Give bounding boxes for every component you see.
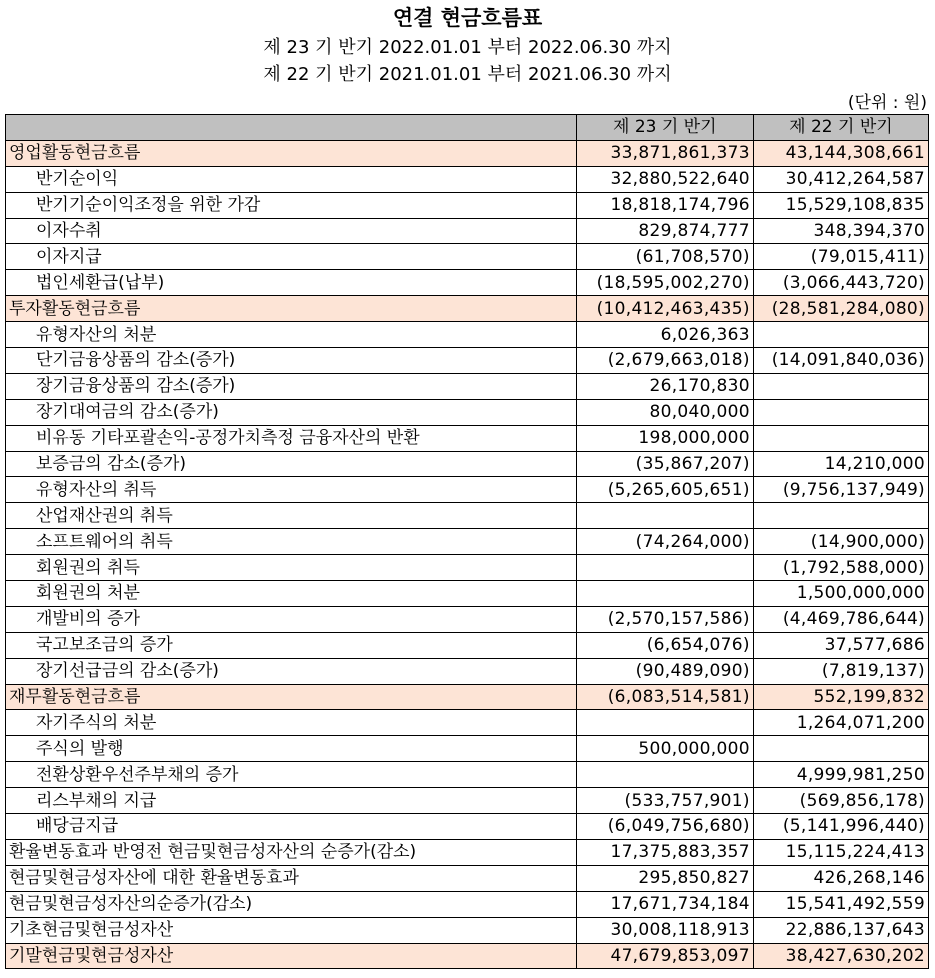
prior-period-value: (5,141,996,440) bbox=[753, 814, 928, 840]
table-row bbox=[6, 451, 929, 477]
row-label: 현금및현금성자산의순증가(감소) bbox=[6, 891, 577, 917]
row-label: 장기대여금의 감소(증가) bbox=[6, 399, 577, 425]
prior-period-value bbox=[753, 425, 928, 451]
header-label bbox=[6, 115, 577, 141]
current-period-value: 30,008,118,913 bbox=[576, 917, 753, 943]
current-period-value: (90,489,090) bbox=[576, 658, 753, 684]
prior-period-value: 37,577,686 bbox=[753, 632, 928, 658]
prior-period-value: 30,412,264,587 bbox=[753, 166, 928, 192]
prior-period-value: 15,529,108,835 bbox=[753, 192, 928, 218]
table-row bbox=[6, 917, 929, 943]
prior-period-value: 38,427,630,202 bbox=[753, 943, 928, 969]
current-period-value: 17,671,734,184 bbox=[576, 891, 753, 917]
current-period-value: 80,040,000 bbox=[576, 399, 753, 425]
current-period-value: (2,679,663,018) bbox=[576, 348, 753, 374]
current-period-value bbox=[576, 555, 753, 581]
table-row bbox=[6, 839, 929, 865]
cash-flow-table bbox=[5, 114, 929, 969]
current-period-value: (10,412,463,435) bbox=[576, 296, 753, 322]
current-period-value: 18,818,174,796 bbox=[576, 192, 753, 218]
table-row bbox=[6, 658, 929, 684]
row-label: 비유동 기타포괄손익-공정가치측정 금융자산의 반환 bbox=[6, 425, 577, 451]
row-label: 유형자산의 처분 bbox=[6, 322, 577, 348]
table-row bbox=[6, 373, 929, 399]
table-row bbox=[6, 762, 929, 788]
current-period-value: 6,026,363 bbox=[576, 322, 753, 348]
section-row bbox=[6, 684, 929, 710]
row-label: 보증금의 감소(증가) bbox=[6, 451, 577, 477]
section-row bbox=[6, 943, 929, 969]
row-label: 이자지급 bbox=[6, 244, 577, 270]
current-period-value: 500,000,000 bbox=[576, 736, 753, 762]
table-row bbox=[6, 425, 929, 451]
prior-period-value: (569,856,178) bbox=[753, 788, 928, 814]
prior-period-value: 22,886,137,643 bbox=[753, 917, 928, 943]
table-row bbox=[6, 865, 929, 891]
table-row bbox=[6, 218, 929, 244]
table-row bbox=[6, 503, 929, 529]
prior-period-value: 1,500,000,000 bbox=[753, 581, 928, 607]
table-row bbox=[6, 581, 929, 607]
current-period-value: 17,375,883,357 bbox=[576, 839, 753, 865]
row-label: 유형자산의 취득 bbox=[6, 477, 577, 503]
current-period-value: (74,264,000) bbox=[576, 529, 753, 555]
prior-period-value: 14,210,000 bbox=[753, 451, 928, 477]
current-period-value: 26,170,830 bbox=[576, 373, 753, 399]
row-label: 전환상환우선주부채의 증가 bbox=[6, 762, 577, 788]
row-label: 영업활동현금흐름 bbox=[6, 140, 577, 166]
row-label: 주식의 발행 bbox=[6, 736, 577, 762]
prior-period-value: 1,264,071,200 bbox=[753, 710, 928, 736]
prior-period-value: (3,066,443,720) bbox=[753, 270, 928, 296]
row-label: 환율변동효과 반영전 현금및현금성자산의 순증가(감소) bbox=[6, 839, 577, 865]
current-period-value: (533,757,901) bbox=[576, 788, 753, 814]
row-label: 재무활동현금흐름 bbox=[6, 684, 577, 710]
current-period-value: 47,679,853,097 bbox=[576, 943, 753, 969]
table-row bbox=[6, 710, 929, 736]
row-label: 장기선급금의 감소(증가) bbox=[6, 658, 577, 684]
row-label: 반기기순이익조정을 위한 가감 bbox=[6, 192, 577, 218]
prior-period-value: (14,900,000) bbox=[753, 529, 928, 555]
current-period-value: 32,880,522,640 bbox=[576, 166, 753, 192]
row-label: 이자수취 bbox=[6, 218, 577, 244]
row-label: 회원권의 취득 bbox=[6, 555, 577, 581]
prior-period-value: 15,115,224,413 bbox=[753, 839, 928, 865]
current-period-value: (2,570,157,586) bbox=[576, 606, 753, 632]
prior-period-value: (7,819,137) bbox=[753, 658, 928, 684]
prior-period-value: (79,015,411) bbox=[753, 244, 928, 270]
row-label: 반기순이익 bbox=[6, 166, 577, 192]
current-period-value: (6,654,076) bbox=[576, 632, 753, 658]
row-label: 국고보조금의 증가 bbox=[6, 632, 577, 658]
table-row bbox=[6, 399, 929, 425]
table-row bbox=[6, 244, 929, 270]
statement-title: 연결 현금흐름표 bbox=[392, 6, 543, 30]
table-row bbox=[6, 891, 929, 917]
prior-period-value: 43,144,308,661 bbox=[753, 140, 928, 166]
section-row bbox=[6, 296, 929, 322]
row-label: 투자활동현금흐름 bbox=[6, 296, 577, 322]
current-period-value: (6,049,756,680) bbox=[576, 814, 753, 840]
prior-period-value: (1,792,588,000) bbox=[753, 555, 928, 581]
row-label: 자기주식의 처분 bbox=[6, 710, 577, 736]
row-label: 회원권의 처분 bbox=[6, 581, 577, 607]
prior-period-value: 4,999,981,250 bbox=[753, 762, 928, 788]
current-period-value: (35,867,207) bbox=[576, 451, 753, 477]
current-period-value: (61,708,570) bbox=[576, 244, 753, 270]
current-period-value: 198,000,000 bbox=[576, 425, 753, 451]
current-period-value: 33,871,861,373 bbox=[576, 140, 753, 166]
prior-period-value: (28,581,284,080) bbox=[753, 296, 928, 322]
current-period-value: 829,874,777 bbox=[576, 218, 753, 244]
table-row bbox=[6, 555, 929, 581]
prior-period-value bbox=[753, 736, 928, 762]
row-label: 장기금융상품의 감소(증가) bbox=[6, 373, 577, 399]
header-prior-period: 제 22 기 반기 bbox=[753, 115, 928, 141]
table-row bbox=[6, 322, 929, 348]
current-period-value bbox=[576, 503, 753, 529]
table-header-row bbox=[6, 115, 929, 141]
row-label: 기초현금및현금성자산 bbox=[6, 917, 577, 943]
table-row bbox=[6, 192, 929, 218]
table-row bbox=[6, 529, 929, 555]
period-prior: 제 22 기 반기 2021.01.01 부터 2021.06.30 까지 bbox=[263, 64, 672, 85]
prior-period-value bbox=[753, 322, 928, 348]
period-current: 제 23 기 반기 2022.01.01 부터 2022.06.30 까지 bbox=[263, 37, 672, 58]
table-row bbox=[6, 166, 929, 192]
row-label: 단기금융상품의 감소(증가) bbox=[6, 348, 577, 374]
prior-period-value: 552,199,832 bbox=[753, 684, 928, 710]
prior-period-value: 426,268,146 bbox=[753, 865, 928, 891]
current-period-value bbox=[576, 581, 753, 607]
row-label: 리스부채의 지급 bbox=[6, 788, 577, 814]
table-row bbox=[6, 632, 929, 658]
prior-period-value bbox=[753, 373, 928, 399]
row-label: 현금및현금성자산에 대한 환율변동효과 bbox=[6, 865, 577, 891]
current-period-value: (18,595,002,270) bbox=[576, 270, 753, 296]
prior-period-value: (4,469,786,644) bbox=[753, 606, 928, 632]
prior-period-value: (9,756,137,949) bbox=[753, 477, 928, 503]
table-row bbox=[6, 814, 929, 840]
row-label: 소프트웨어의 취득 bbox=[6, 529, 577, 555]
current-period-value bbox=[576, 762, 753, 788]
table-row bbox=[6, 788, 929, 814]
current-period-value: (6,083,514,581) bbox=[576, 684, 753, 710]
prior-period-value: (14,091,840,036) bbox=[753, 348, 928, 374]
prior-period-value bbox=[753, 503, 928, 529]
row-label: 산업재산권의 취득 bbox=[6, 503, 577, 529]
row-label: 개발비의 증가 bbox=[6, 606, 577, 632]
prior-period-value: 15,541,492,559 bbox=[753, 891, 928, 917]
current-period-value: 295,850,827 bbox=[576, 865, 753, 891]
row-label: 배당금지급 bbox=[6, 814, 577, 840]
prior-period-value: 348,394,370 bbox=[753, 218, 928, 244]
table-row bbox=[6, 348, 929, 374]
header-current-period: 제 23 기 반기 bbox=[576, 115, 753, 141]
current-period-value: (5,265,605,651) bbox=[576, 477, 753, 503]
current-period-value bbox=[576, 710, 753, 736]
table-row bbox=[6, 606, 929, 632]
prior-period-value bbox=[753, 399, 928, 425]
row-label: 기말현금및현금성자산 bbox=[6, 943, 577, 969]
table-row bbox=[6, 736, 929, 762]
table-row bbox=[6, 477, 929, 503]
table-row bbox=[6, 270, 929, 296]
section-row bbox=[6, 140, 929, 166]
row-label: 법인세환급(납부) bbox=[6, 270, 577, 296]
unit-label: (단위 : 원) bbox=[847, 93, 927, 113]
